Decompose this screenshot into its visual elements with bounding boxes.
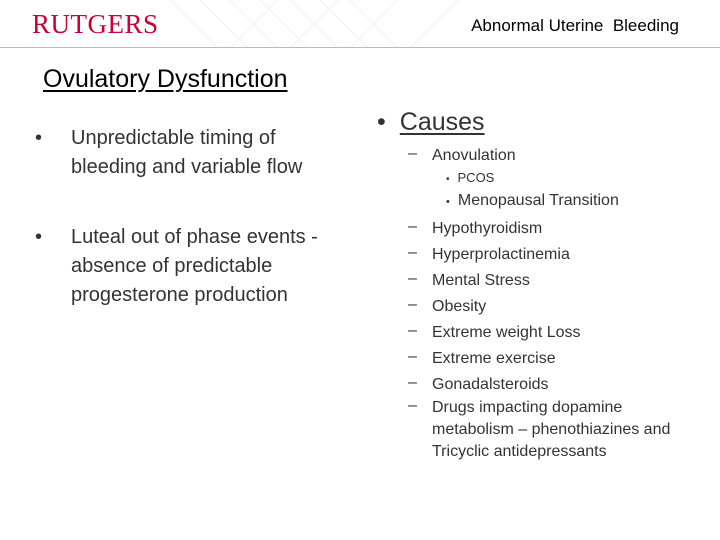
left-bullet-item [35, 223, 355, 310]
bullet-marker: • [35, 226, 43, 248]
sub-cause-text: PCOS [457, 170, 495, 185]
dash-marker: – [408, 374, 417, 391]
dash-marker: – [408, 244, 417, 261]
bullet-marker: • [446, 174, 450, 185]
cause-text: Obesity [432, 298, 487, 315]
sub-cause-menopausal [446, 192, 619, 210]
cause-item [408, 374, 682, 396]
slide-title: Ovulatory Dysfunction [43, 65, 288, 93]
cause-item [408, 296, 682, 318]
dash-marker: – [408, 145, 417, 162]
cause-item [408, 397, 682, 463]
dash-marker: – [408, 296, 417, 313]
bullet-text: Unpredictable timing of bleeding and variable flow [71, 127, 303, 178]
sub-cause-pcos [446, 170, 494, 185]
rutgers-logo: RUTGERS [32, 9, 159, 39]
cause-item [408, 270, 682, 292]
cause-item [408, 322, 682, 344]
dash-marker: – [408, 270, 417, 287]
dash-marker: – [408, 348, 417, 365]
left-bullet-item [35, 124, 355, 182]
cause-text: Mental Stress [432, 272, 530, 289]
cause-text: Anovulation [432, 147, 516, 164]
cause-item [408, 244, 682, 266]
header-divider [0, 47, 720, 48]
cause-text: Hypothyroidism [432, 220, 543, 237]
cause-item [408, 348, 682, 370]
cause-anovulation [408, 145, 682, 167]
cause-item [408, 218, 682, 240]
cause-text: Extreme exercise [432, 350, 556, 367]
causes-heading [377, 108, 485, 137]
cause-text: Extreme weight Loss [432, 324, 581, 341]
sub-cause-text: Menopausal Transition [457, 192, 619, 209]
cause-text: Hyperprolactinemia [432, 246, 570, 263]
causes-label: Causes [399, 108, 485, 136]
bullet-marker: • [446, 196, 450, 208]
dash-marker: – [408, 397, 417, 414]
cause-text: Gonadalsteroids [432, 376, 549, 393]
cause-text: Drugs impacting dopamine metabolism – phenothiazines and Tricyclic antidepressants [432, 399, 671, 460]
dash-marker: – [408, 218, 417, 235]
bullet-marker: • [35, 127, 43, 149]
header-title: Abnormal Uterine Bleeding [471, 16, 679, 35]
dash-marker: – [408, 322, 417, 339]
bullet-text: Luteal out of phase events -absence of predictable progesterone production [71, 226, 318, 306]
bullet-marker: • [377, 108, 386, 136]
